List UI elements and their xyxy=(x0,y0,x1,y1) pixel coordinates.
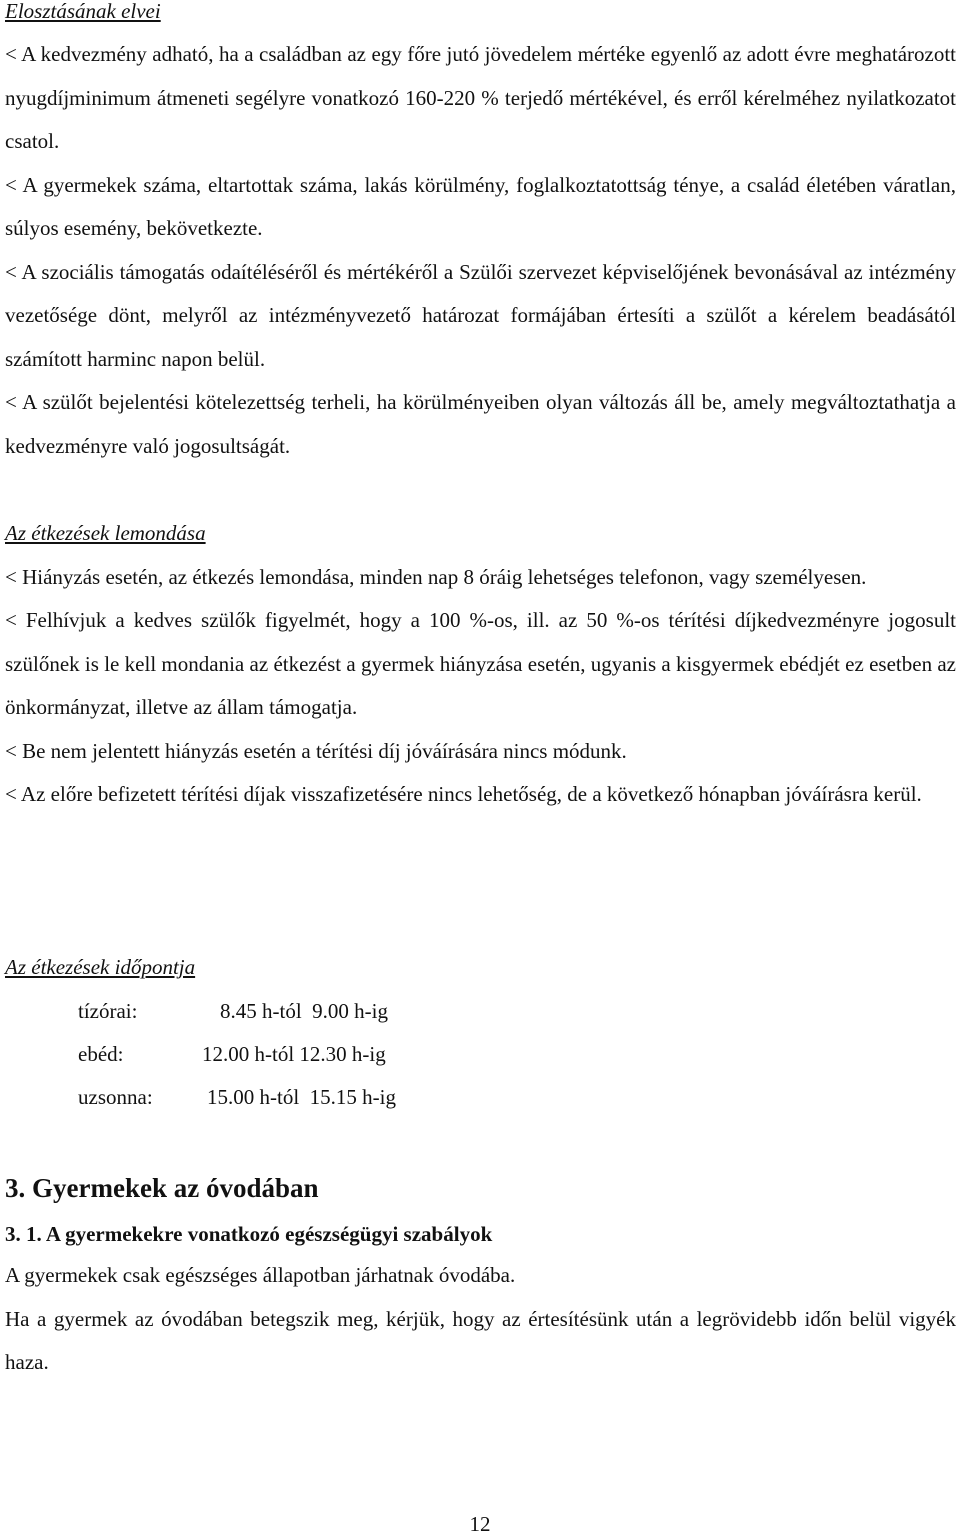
schedule-time: 8.45 h-tól 9.00 h-ig xyxy=(220,999,388,1023)
section-title: Az étkezések időpontja xyxy=(5,955,196,979)
chapter-title: 3. Gyermekek az óvodában xyxy=(5,1173,319,1203)
schedule-label: tízórai: xyxy=(78,999,138,1023)
paragraph: < Be nem jelentett hiányzás esetén a térítési díj jóváírására nincs módunk. xyxy=(5,738,627,763)
paragraph: < A szülőt bejelentési kötelezettség terheli, ha körülményeiben olyan változás áll be, amely megváltoztathatja a kedvezményre való jogosultságát. xyxy=(5,390,956,458)
page-number: 12 xyxy=(469,1512,491,1536)
section-idopontja xyxy=(5,946,956,990)
paragraph: A gyermekek csak egészséges állapotban járhatnak óvodába. xyxy=(5,1263,516,1287)
schedule-label: uzsonna: xyxy=(78,1085,153,1109)
section-elosztas xyxy=(5,0,956,468)
paragraph: < A szociális támogatás odaítéléséről és mértékéről a Szülői szervezet képviselőjének bevonásával az intézmény vezetősége dönt, melyről az intézményvezető határozat formájában értesíti a szülőt a kérelem beadásától számított harminc napon belül. xyxy=(5,259,956,371)
paragraph: < Felhívjuk a kedves szülők figyelmét, hogy a 100 %-os, ill. az 50 %-os térítési díjkedvezményre jogosult szülőnek is le kell mondania az étkezést a gyermek hiányzása esetén, ugyanis a kisgyermek ebédjét ez esetben az önkormányzat, illetve az állam támogatja. xyxy=(5,608,956,719)
section-title: Az étkezések lemondása xyxy=(5,521,206,545)
chapter-3 xyxy=(5,1168,956,1385)
schedule-time: 12.00 h-tól 12.30 h-ig xyxy=(202,1042,386,1066)
paragraph: Ha a gyermek az óvodában betegszik meg, kérjük, hogy az értesítésünk után a legrövidebb időn belül vigyék haza. xyxy=(5,1306,956,1374)
section-lemondas xyxy=(5,512,956,817)
paragraph: < A gyermekek száma, eltartottak száma, lakás körülmény, foglalkoztatottság ténye, a család életében váratlan, súlyos esemény, bekövetkezte. xyxy=(5,172,956,240)
paragraph: < Hiányzás esetén, az étkezés lemondása, minden nap 8 óráig lehetséges telefonon, vagy személyesen. xyxy=(5,564,867,589)
schedule-time: 15.00 h-tól 15.15 h-ig xyxy=(207,1085,396,1109)
subsection-title: 3. 1. A gyermekekre vonatkozó egészségügyi szabályok xyxy=(5,1222,493,1246)
paragraph: < Az előre befizetett térítési díjak visszafizetésére nincs lehetőség, de a következő hónapban jóváírásra kerül. xyxy=(5,782,922,806)
section-title: Elosztásának elvei xyxy=(5,0,161,23)
paragraph: < A kedvezmény adható, ha a családban az egy főre jutó jövedelem mértéke egyenlő az adott évre meghatározott nyugdíjminimum átmeneti segélyre vonatkozó 160-220 % terjedő mértékével, és erről kérelméhez nyilatkozatot csatol. xyxy=(5,42,956,153)
schedule-label: ebéd: xyxy=(78,1042,124,1066)
